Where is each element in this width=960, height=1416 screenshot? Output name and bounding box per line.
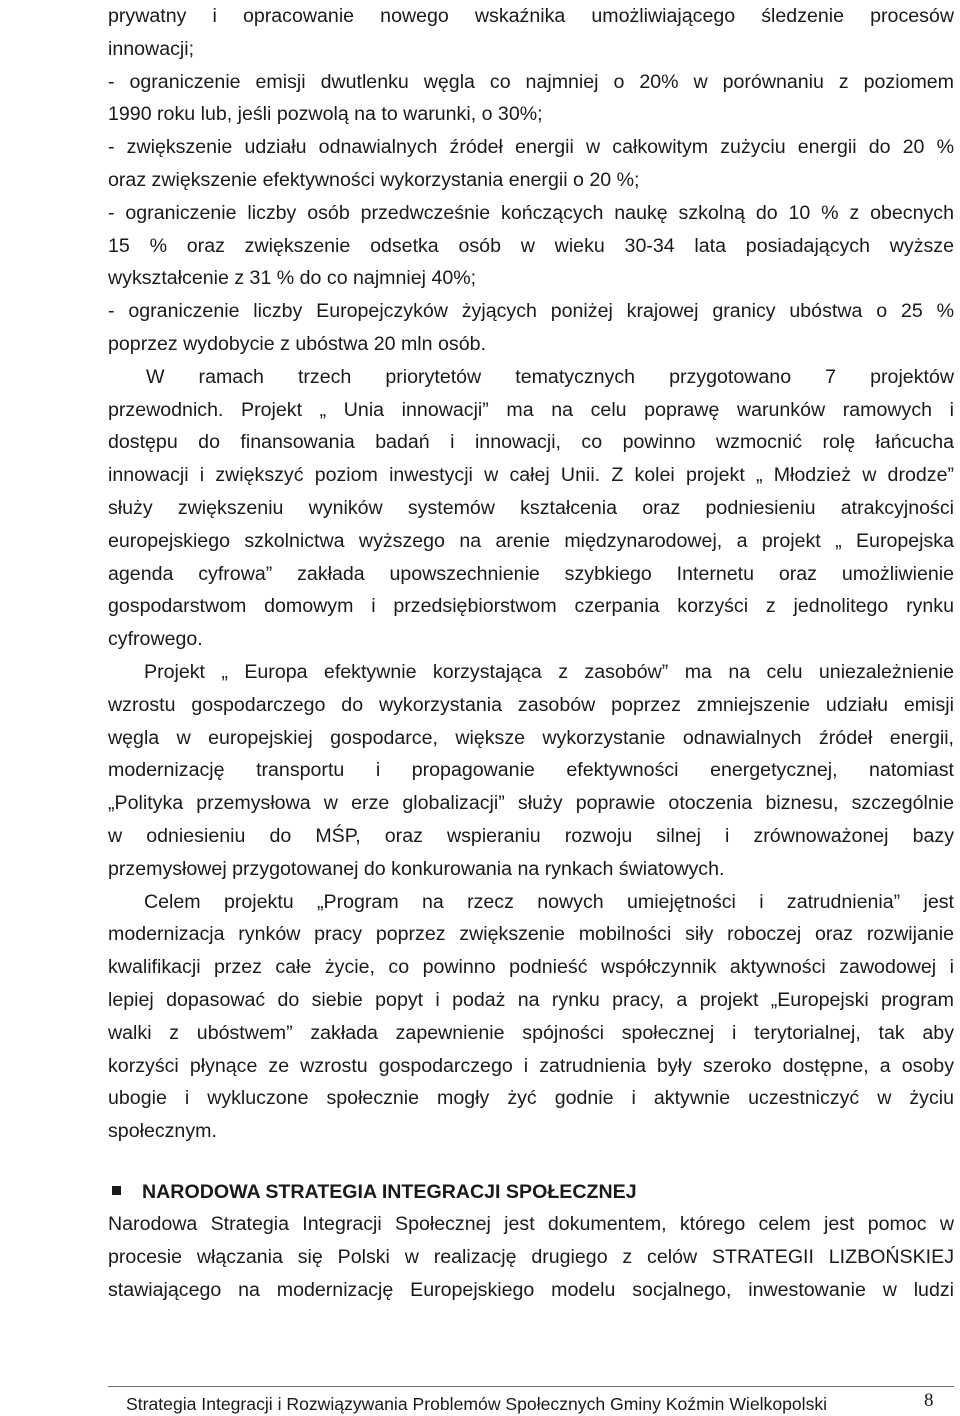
text-line: modernizacja rynków pracy poprzez zwiększenie mobilności siły roboczej oraz rozwijanie [108,923,954,946]
text-line: korzyści płynące ze wzrostu gospodarczego i zatrudnienia były szeroko dostępne, a osoby [108,1054,954,1077]
square-bullet-icon [112,1186,121,1195]
text-line: kwalifikacji przez całe życie, co powinno podnieść współczynnik aktywności zawodowej i [108,956,954,979]
text-line: węgla w europejskiej gospodarce, większe wykorzystanie odnawialnych źródeł energii, [108,726,954,749]
text-line: wzrostu gospodarczego do wykorzystania zasobów poprzez zmniejszenie udziału emisji [108,693,954,716]
text-line: 15 % oraz zwiększenie odsetka osób w wieku 30-34 lata posiadających wyższe [108,234,954,257]
text-line: „Polityka przemysłowa w erze globalizacji” służy poprawie otoczenia biznesu, szczególnie [108,792,954,815]
text-line: innowacji i zwiększyć poziom inwestycji w całej Unii. Z kolei projekt „ Młodzież w drodze” [108,464,954,487]
text-line: Celem projektu „Program na rzecz nowych umiejętności i zatrudnienia” jest [144,890,954,913]
text-line: gospodarstwom domowym i przedsiębiorstwom czerpania korzyści z jednolitego rynku [108,595,954,618]
body-text [108,0,954,1148]
section-heading-row [108,1176,954,1208]
text-line: wykształcenie z 31 % do co najmniej 40%; [108,267,477,290]
text-line: dostępu do finansowania badań i innowacji, co powinno wzmocnić rolę łańcucha [108,431,954,454]
footer-title: Strategia Integracji i Rozwiązywania Problemów Społecznych Gminy Koźmin Wielkopolski [126,1394,828,1414]
text-line: Projekt „ Europa efektywnie korzystająca z zasobów” ma na celu uniezależnienie [144,660,954,683]
text-line: innowacji; [108,37,195,60]
text-line: ubogie i wykluczone społecznie mogły żyć godnie i aktywnie uczestniczyć w życiu [108,1087,954,1110]
text-line: cyfrowego. [108,628,203,651]
text-line: - ograniczenie emisji dwutlenku węgla co najmniej o 20% w porównaniu z poziomem [108,70,954,93]
text-line: - ograniczenie liczby osób przedwcześnie kończących naukę szkolną do 10 % z obecnych [108,201,954,224]
text-line: walki z ubóstwem” zakłada zapewnienie spójności społecznej i terytorialnej, tak aby [108,1021,954,1044]
footer-divider [108,1386,954,1387]
text-line: agenda cyfrowa” zakłada upowszechnienie szybkiego Internetu oraz umożliwienie [108,562,954,585]
text-line: - zwiększenie udziału odnawialnych źródeł energii w całkowitym zużyciu energii do 20 % [108,136,954,159]
text-line: europejskiego szkolnictwa wyższego na arenie międzynarodowej, a projekt „ Europejska [108,529,954,552]
text-line: prywatny i opracowanie nowego wskaźnika umożliwiającego śledzenie procesów [108,5,954,27]
text-line: oraz zwiększenie efektywności wykorzystania energii o 20 %; [108,168,640,191]
text-line: stawiającego na modernizację Europejskiego modelu socjalnego, inwestowanie w ludzi [108,1278,954,1301]
text-line: - ograniczenie liczby Europejczyków żyjących poniżej krajowej granicy ubóstwa o 25 % [108,300,954,323]
text-line: 1990 roku lub, jeśli pozwolą na to warunki, o 30%; [108,103,543,126]
text-line: lepiej dopasować do siebie popyt i podaż na rynku pracy, a projekt „Europejski program [108,988,954,1011]
text-line: służy zwiększeniu wyników systemów kształcenia oraz podniesieniu atrakcyjności [108,496,954,519]
section-heading: NARODOWA STRATEGIA INTEGRACJI SPOŁECZNEJ [142,1181,637,1203]
text-line: Narodowa Strategia Integracji Społecznej jest dokumentem, którego celem jest pomoc w [108,1213,954,1235]
text-line: przewodnich. Projekt „ Unia innowacji” ma na celu poprawę warunków ramowych i [108,398,954,421]
text-line: przemysłowej przygotowanej do konkurowania na rynkach światowych. [108,857,725,880]
text-line: procesie włączania się Polski w realizację drugiego z celów STRATEGII LIZBOŃSKIEJ [108,1245,954,1268]
text-line: poprzez wydobycie z ubóstwa 20 mln osób. [108,332,486,355]
text-line: modernizację transportu i propagowanie efektywności energetycznej, natomiast [108,759,954,782]
section-body-text [108,1208,954,1306]
text-line: społecznym. [108,1120,217,1143]
text-line: W ramach trzech priorytetów tematycznych przygotowano 7 projektów [146,365,954,388]
page-number: 8 [924,1390,934,1411]
text-line: w odniesieniu do MŚP, oraz wspieraniu rozwoju silnej i zrównoważonej bazy [108,824,954,847]
